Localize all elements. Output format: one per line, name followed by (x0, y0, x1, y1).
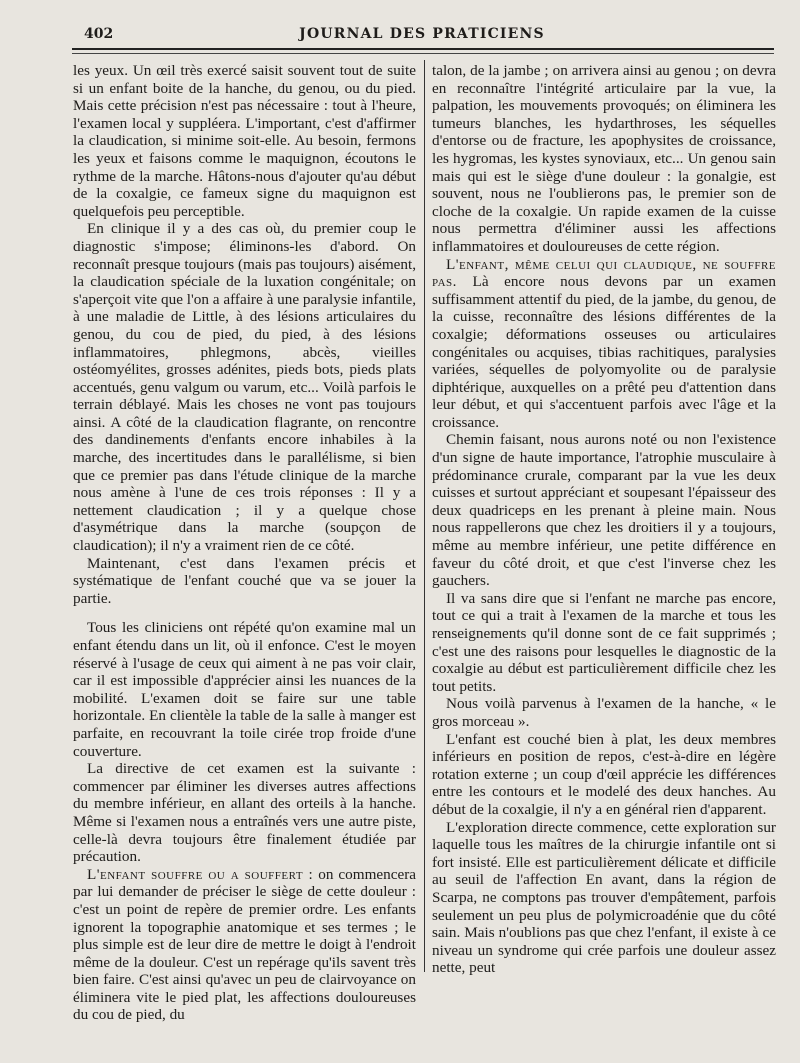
paragraph: Maintenant, c'est dans l'examen précis et systématique de l'enfant couché que va se jouer la partie. (73, 554, 416, 607)
paragraph: L'enfant est couché bien à plat, les deux membres inférieurs en position de repos, c'est-à-dire en légère rotation externe ; un coup d'œil apprécie les différences entre les contours et le modelé des deux hanches. Au début de la coxalgie, il n'y a en général rien d'apparent. (432, 730, 776, 818)
paragraph-body: on commencera par lui demander de préciser le siège de cette douleur : c'est un point de repère de premier ordre. Les enfants ignorent la topographie anatomique et ses termes ; le plus simple est de leur dire de mettre le doigt à l'endroit même de la douleur. C'est un repérage qu'ils savent très bien faire. C'est ainsi qu'avec un peu de clairvoyance on éliminera vite le pied plat, les affections douloureuses du cou de pied, du (73, 865, 417, 1024)
paragraph: Chemin faisant, nous aurons noté ou non l'existence d'un signe de haute importance, l'atrophie musculaire à prédominance crurale, comparant par la vue les deux cuisses et surtout appréciant et soupesant l'épaisseur des deux quadriceps en les prenant à pleine main. Nous nous rappellerons que chez les droitiers il y a toujours, même au membre inférieur, une petite différence en faveur du côté droit, et que c'est l'inverse chez les gauchers. (432, 431, 776, 590)
paragraph (432, 256, 776, 432)
paragraph: Nous voilà parvenus à l'examen de la hanche, « le gros morceau ». (432, 695, 776, 730)
column-divider (424, 60, 425, 972)
paragraph: Tous les cliniciens ont répété qu'on examine mal un enfant étendu dans un lit, où il enfonce. C'est le moyen réservé à l'usage de ceux qui aiment à ne pas voir clair, car il est impossible d'apprécier ainsi les nuances de la mobilité. L'examen doit se faire sur une table horizontale. En clientèle la table de la salle à manger est parfaite, en recouvrant la toile cirée trop froide d'une couverture. (73, 619, 416, 760)
paragraph: La directive de cet examen est la suivante : commencer par éliminer les diverses autres affections du membre inférieur, en allant des orteils à la hanche. Même si l'examen nous a entraînés vers une autre piste, celle-là devra toujours être finalement étudiée par précaution. (73, 760, 416, 866)
header-rule-thin (72, 53, 774, 54)
paragraph: talon, de la jambe ; on arrivera ainsi au genou ; on devra en reconnaître l'intégrité articulaire par la vue, la palpation, les mouvements provoqués; on éliminera les tumeurs blanches, les hydarthroses, les séquelles d'entorse ou de fracture, les apophysites de croissance, les hygromas, les kystes synoviaux, etc... Un genou sain mais qui est le siège d'une douleur : la gonalgie, est souvent, nous ne l'oublierons pas, le premier son de cloche de la coxalgie. Un rapide examen de la cuisse nous permettra d'éliminer aussi les affections inflammatoires et douloureuses de cette région. (432, 62, 776, 255)
right-column (432, 62, 776, 977)
header-rule (72, 48, 774, 50)
paragraph: L'exploration directe commence, cette exploration sur laquelle tous les maîtres de la chirurgie infantile ont si fort insisté. Elle est particulièrement délicate et difficile au seuil de l'affection En avant, dans la région de Scarpa, ne comptons pas trouver d'empâtement, parfois seulement un peu plus de polymicroadénie que du côté sain. Mais n'oublions pas que chez l'enfant, il existe à ce niveau un syndrome qui crée parfois une douleur assez nette, peut (432, 818, 776, 977)
journal-title: JOURNAL DES PRATICIENS (299, 26, 545, 42)
left-column (73, 62, 416, 1024)
paragraph (73, 866, 416, 1024)
paragraph-body: Là encore nous devons par un examen suffisamment attentif du pied, de la jambe, du genou, de la cuisse, reconnaître des lésions différentes de la coxalgie; déformations osseuses ou articulaires congénitales ou acquises, tibias rachitiques, paralysies variées, séquelles de polyomyolite ou de paralysie diphtérique, auxquelles on a prêté peu d'attention dans leur début, et qui s'accentuent parfois avec l'âge et la croissance. (432, 273, 776, 431)
running-header (70, 22, 774, 50)
paragraph: les yeux. Un œil très exercé saisit souvent tout de suite si un enfant boite de la hanche, du genou, ou du pied. Mais cette précision n'est pas nécessaire : tout à l'heure, l'examen local y suppléera. L'important, c'est d'affirmer la claudication, si minime soit-elle. Au besoin, fermons les yeux et faisons comme le maquignon, écoutons le rythme de la marche. Hâtons-nous d'ajouter qu'au début de la coxalgie, ce fameux signe du maquignon est quelquefois peu perceptible. (73, 62, 416, 220)
paragraph-lead: L'enfant, même celui qui claudique, ne souffre pas. (432, 255, 776, 291)
paragraph-lead: L'enfant souffre ou a souffert : (87, 865, 314, 883)
paragraph: En clinique il y a des cas où, du premier coup le diagnostic s'impose; éliminons-les d'abord. On reconnaît presque toujours (mais pas toujours) aisément, la claudication spéciale de la luxation congénitale; on s'aperçoit vite que l'on a affaire à une paralysie infantile, à une maladie de Little, à des lésions articulaires du genou, du cou de pied, du pied, à des lésions inflammatoires, phlegmons, abcès, vieilles ostéomyélites, grosses adénites, pieds bots, pieds plats accentués, genu valgum ou varum, etc... Voilà parfois le terrain déblayé. Mais les choses ne vont pas toujours ainsi. A côté de la claudication flagrante, on rencontre des dandinements d'enfants encore inhabiles à la marche, des incertitudes dans le parallélisme, si bien que ce premier pas dans l'étude clinique de la marche nous amène à l'une de ces trois réponses : Il y a nettement claudication ; il y a quelque chose d'asymétrique dans la marche (soupçon de claudication); il n'y a vraiment rien de ce côté. (73, 220, 416, 555)
page-number: 402 (84, 26, 114, 42)
paragraph: Il va sans dire que si l'enfant ne marche pas encore, tout ce qui a trait à l'examen de la marche et tous les renseignements qu'il donne sont de ce fait supprimés ; c'est une des raisons pour lesquelles le diagnostic de la coxalgie au début est particulièrement difficile chez les tout petits. (432, 589, 776, 695)
